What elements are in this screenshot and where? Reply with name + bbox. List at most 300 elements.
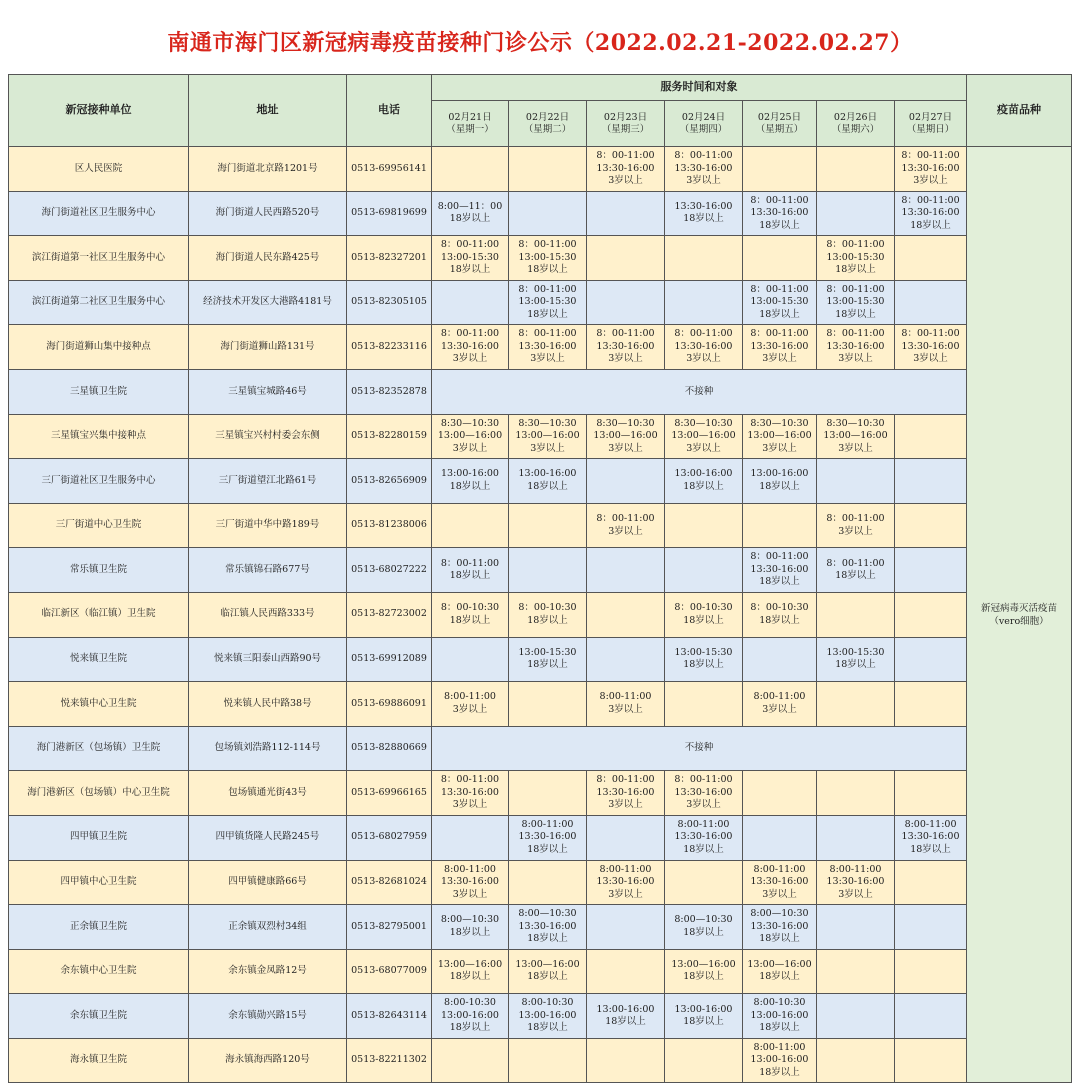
schedule-cell <box>509 459 587 504</box>
schedule-cell-text: 8：00-11:00 13:30-16:00 3岁以上 <box>674 328 733 365</box>
address-cell-text: 海门街道北京路1201号 <box>217 162 318 174</box>
address-cell-text: 海门街道狮山路131号 <box>220 340 315 352</box>
schedule-cell <box>587 592 665 637</box>
address-cell <box>189 459 347 504</box>
schedule-cell <box>509 548 587 593</box>
schedule-cell <box>587 325 665 370</box>
table-row <box>9 548 1072 593</box>
schedule-cell-text: 13:00-15:30 18岁以上 <box>518 646 577 671</box>
schedule-cell-text: 8:30—10:30 13:00—16:00 3岁以上 <box>823 417 888 454</box>
schedule-cell <box>509 815 587 860</box>
schedule-cell <box>665 637 743 682</box>
unit-cell-text: 正余镇卫生院 <box>69 920 127 932</box>
unit-cell <box>9 771 189 816</box>
schedule-cell-text: 8：00-11:00 13:30-16:00 3岁以上 <box>674 150 733 187</box>
weekday-label: （星期日） <box>906 123 955 135</box>
schedule-cell <box>587 815 665 860</box>
table-row <box>9 726 1072 771</box>
schedule-cell <box>895 503 967 548</box>
schedule-cell <box>587 191 665 236</box>
phone-cell <box>347 682 432 727</box>
unit-cell <box>9 369 189 414</box>
phone-cell-text: 0513-69819699 <box>351 207 427 219</box>
schedule-cell <box>817 414 895 459</box>
schedule-cell <box>817 949 895 994</box>
schedule-cell <box>587 147 665 192</box>
phone-cell-text: 0513-69966165 <box>351 786 427 798</box>
schedule-cell-text: 8:00—11：00 18岁以上 <box>437 200 503 225</box>
unit-cell <box>9 637 189 682</box>
table-row <box>9 280 1072 325</box>
weekday-label: （星期二） <box>523 123 572 135</box>
unit-cell-text: 悦来镇中心卫生院 <box>60 697 137 709</box>
phone-cell <box>347 236 432 281</box>
schedule-cell <box>665 147 743 192</box>
phone-cell <box>347 503 432 548</box>
unit-cell <box>9 815 189 860</box>
vaccine-type-cell-text: 新冠病毒灭活疫苗 （vero细胞） <box>981 602 1058 627</box>
schedule-cell-text: 8:00—10:30 18岁以上 <box>440 914 500 938</box>
schedule-cell <box>743 994 817 1039</box>
schedule-cell-text: 8：00-11:00 3岁以上 <box>826 513 885 537</box>
header-address: 地址 <box>189 75 347 147</box>
address-cell <box>189 682 347 727</box>
schedule-cell <box>743 503 817 548</box>
schedule-cell-text: 8:30—10:30 13:00—16:00 3岁以上 <box>747 417 812 454</box>
address-cell <box>189 860 347 905</box>
schedule-cell <box>587 860 665 905</box>
schedule-cell-text: 8：00-10:30 18岁以上 <box>440 602 500 626</box>
phone-cell <box>347 414 432 459</box>
table-row <box>9 994 1072 1039</box>
schedule-cell <box>817 1038 895 1083</box>
schedule-cell-text: 8：00-11:00 13:00-15:30 18岁以上 <box>826 283 885 320</box>
unit-cell-text: 常乐镇卫生院 <box>69 563 127 575</box>
schedule-cell <box>432 815 509 860</box>
schedule-cell <box>817 637 895 682</box>
schedule-cell-text: 8：00-11:00 13:30-16:00 3岁以上 <box>596 774 655 811</box>
address-cell-text: 三厂街道中华中路189号 <box>215 519 320 531</box>
table-row <box>9 325 1072 370</box>
schedule-cell <box>895 459 967 504</box>
schedule-cell <box>743 949 817 994</box>
schedule-cell <box>509 503 587 548</box>
schedule-cell <box>432 503 509 548</box>
schedule-cell <box>743 236 817 281</box>
schedule-cell <box>743 592 817 637</box>
schedule-cell <box>895 949 967 994</box>
schedule-cell <box>743 771 817 816</box>
schedule-cell <box>509 682 587 727</box>
schedule-cell <box>817 815 895 860</box>
schedule-cell <box>895 994 967 1039</box>
schedule-cell-text: 8:00-11:00 3岁以上 <box>753 691 806 715</box>
schedule-cell <box>509 637 587 682</box>
unit-cell <box>9 905 189 950</box>
table-row <box>9 459 1072 504</box>
schedule-cell <box>432 682 509 727</box>
schedule-cell-text: 8:30—10:30 13:00—16:00 3岁以上 <box>671 417 736 454</box>
schedule-cell <box>817 860 895 905</box>
unit-cell-text: 四甲镇卫生院 <box>69 831 127 843</box>
schedule-cell-text: 8：00-11:00 13:30-16:00 3岁以上 <box>440 328 500 365</box>
address-cell-text: 四甲镇健康路66号 <box>228 876 307 888</box>
address-cell-text: 三厂街道望江北路61号 <box>218 474 317 486</box>
schedule-cell-text: 8:00-11:00 13:30-16:00 3岁以上 <box>596 863 655 900</box>
address-cell-text: 余东镇金凤路12号 <box>228 965 307 977</box>
schedule-cell <box>587 503 665 548</box>
schedule-cell <box>817 994 895 1039</box>
address-cell <box>189 905 347 950</box>
weekday-label: （星期一） <box>446 123 494 135</box>
schedule-cell-text: 8：00-11:00 3岁以上 <box>596 513 655 537</box>
phone-cell <box>347 592 432 637</box>
schedule-cell <box>743 459 817 504</box>
schedule-cell-text: 13:00—16:00 18岁以上 <box>747 958 812 983</box>
address-cell <box>189 637 347 682</box>
unit-cell-text: 滨江街道第二社区卫生服务中心 <box>31 296 165 308</box>
schedule-cell <box>432 949 509 994</box>
phone-cell-text: 0513-82656909 <box>351 474 427 486</box>
unit-cell <box>9 236 189 281</box>
schedule-cell <box>743 147 817 192</box>
schedule-cell <box>817 147 895 192</box>
schedule-cell-text: 13:00-16:00 18岁以上 <box>750 468 809 492</box>
unit-cell-text: 临江新区（临江镇）卫生院 <box>41 608 156 620</box>
schedule-cell <box>587 949 665 994</box>
header-service-time: 服务时间和对象 <box>432 75 967 101</box>
address-cell <box>189 1038 347 1083</box>
schedule-cell-text: 8:00-11:00 13:00-16:00 18岁以上 <box>750 1041 809 1078</box>
phone-cell <box>347 1038 432 1083</box>
header-date-5 <box>743 101 817 147</box>
address-cell-text: 四甲镇货隆人民路245号 <box>215 831 320 843</box>
schedule-cell <box>817 503 895 548</box>
phone-cell-text: 0513-82327201 <box>351 251 427 263</box>
address-cell-text: 三星镇宝城路46号 <box>228 385 307 397</box>
schedule-cell <box>665 994 743 1039</box>
page-title: 南通市海门区新冠病毒疫苗接种门诊公示（2022.02.21-2022.02.27） <box>167 30 913 56</box>
schedule-cell <box>817 548 895 593</box>
schedule-cell <box>895 191 967 236</box>
schedule-cell <box>895 414 967 459</box>
schedule-cell <box>895 637 967 682</box>
table-row <box>9 637 1072 682</box>
address-cell-text: 正余镇双烈村34组 <box>228 920 307 932</box>
schedule-cell <box>587 905 665 950</box>
vaccine-type-cell <box>967 147 1072 1083</box>
table-row <box>9 503 1072 548</box>
schedule-cell <box>432 459 509 504</box>
weekday-label: （星期三） <box>601 123 650 135</box>
schedule-cell <box>895 280 967 325</box>
unit-cell <box>9 860 189 905</box>
phone-cell <box>347 325 432 370</box>
schedule-cell-text: 8：00-11:00 13:00-15:30 18岁以上 <box>826 239 885 276</box>
phone-cell <box>347 860 432 905</box>
schedule-cell <box>665 949 743 994</box>
schedule-cell <box>587 414 665 459</box>
schedule-cell-text: 8:00-11:00 13:30-16:00 18岁以上 <box>518 818 577 855</box>
vaccination-schedule-table <box>8 74 1072 1083</box>
schedule-cell-text: 8：00-11:00 13:30-16:00 3岁以上 <box>674 774 733 811</box>
schedule-cell <box>509 592 587 637</box>
schedule-cell <box>509 1038 587 1083</box>
table-row <box>9 1038 1072 1083</box>
schedule-cell <box>817 592 895 637</box>
schedule-cell <box>817 905 895 950</box>
phone-cell <box>347 815 432 860</box>
schedule-cell <box>509 325 587 370</box>
schedule-cell <box>509 860 587 905</box>
phone-cell-text: 0513-82211302 <box>351 1054 427 1066</box>
schedule-cell <box>432 191 509 236</box>
address-cell-text: 经济技术开发区大港路4181号 <box>203 296 332 308</box>
unit-cell-text: 余东镇中心卫生院 <box>60 965 137 977</box>
schedule-cell <box>817 459 895 504</box>
schedule-cell-text: 13:00—16:00 18岁以上 <box>515 958 580 983</box>
schedule-cell <box>432 414 509 459</box>
schedule-cell <box>743 191 817 236</box>
schedule-cell-text: 13:00—16:00 18岁以上 <box>671 958 736 983</box>
schedule-cell <box>817 280 895 325</box>
address-cell <box>189 503 347 548</box>
phone-cell-text: 0513-82643114 <box>351 1009 427 1021</box>
schedule-cell-text: 8：00-11:00 13:30-16:00 3岁以上 <box>596 328 655 365</box>
unit-cell-text: 海门港新区（包场镇）中心卫生院 <box>27 786 170 798</box>
schedule-cell <box>743 325 817 370</box>
unit-cell <box>9 994 189 1039</box>
schedule-cell-text: 8：00-11:00 13:00-15:30 18岁以上 <box>750 283 809 320</box>
schedule-cell-text: 8：00-11:00 13:30-16:00 3岁以上 <box>901 328 960 365</box>
table-row <box>9 860 1072 905</box>
schedule-cell <box>587 682 665 727</box>
date-label: 02月25日 <box>757 111 802 123</box>
schedule-cell <box>587 1038 665 1083</box>
schedule-cell-text: 8:00-10:30 13:00-16:00 18岁以上 <box>441 997 499 1034</box>
unit-cell-text: 三星镇宝兴集中接种点 <box>50 430 146 442</box>
unit-cell-text: 三厂街道社区卫生服务中心 <box>41 474 156 486</box>
date-label: 02月24日 <box>681 111 726 123</box>
schedule-cell <box>509 994 587 1039</box>
no-vaccination-cell <box>432 726 967 771</box>
schedule-cell-text: 13:00-16:00 18岁以上 <box>674 1003 733 1028</box>
address-cell <box>189 994 347 1039</box>
phone-cell-text: 0513-82305105 <box>351 296 427 308</box>
schedule-cell <box>665 905 743 950</box>
phone-cell-text: 0513-82795001 <box>351 920 427 932</box>
schedule-cell <box>895 325 967 370</box>
schedule-cell <box>817 325 895 370</box>
unit-cell <box>9 1038 189 1083</box>
schedule-cell-text: 8:30—10:30 13:00—16:00 3岁以上 <box>593 417 658 454</box>
schedule-cell <box>895 815 967 860</box>
schedule-cell <box>895 548 967 593</box>
schedule-cell <box>587 994 665 1039</box>
schedule-cell-text: 8：00-11:00 13:30-16:00 3岁以上 <box>826 328 885 365</box>
schedule-cell-text: 8：00-11:00 13:30-16:00 3岁以上 <box>596 150 655 187</box>
schedule-cell <box>432 860 509 905</box>
schedule-cell <box>432 325 509 370</box>
unit-cell-text: 余东镇卫生院 <box>69 1009 127 1021</box>
address-cell-text: 悦来镇人民中路38号 <box>223 697 312 709</box>
schedule-cell-text: 8：00-11:00 13:00-15:30 18岁以上 <box>440 239 500 276</box>
header-date-7 <box>895 101 967 147</box>
schedule-cell <box>432 771 509 816</box>
phone-cell <box>347 726 432 771</box>
schedule-cell <box>743 682 817 727</box>
schedule-cell <box>743 905 817 950</box>
schedule-cell-text: 8：00-11:00 18岁以上 <box>826 557 885 582</box>
phone-cell <box>347 949 432 994</box>
table-row <box>9 592 1072 637</box>
schedule-cell <box>432 548 509 593</box>
schedule-cell-text: 8:00—10:30 13:30-16:00 18岁以上 <box>750 908 809 945</box>
schedule-cell-text: 8：00-11:00 18岁以上 <box>440 557 500 582</box>
address-cell-text: 包场镇刘浩路112-114号 <box>214 742 321 754</box>
schedule-cell <box>509 236 587 281</box>
schedule-cell-text: 8:00-11:00 13:30-16:00 3岁以上 <box>750 863 809 900</box>
schedule-cell <box>509 949 587 994</box>
unit-cell-text: 区人民医院 <box>74 162 123 174</box>
schedule-cell <box>665 682 743 727</box>
unit-cell <box>9 503 189 548</box>
schedule-cell <box>895 592 967 637</box>
phone-cell <box>347 147 432 192</box>
no-vaccination-cell <box>432 369 967 414</box>
unit-cell-text: 四甲镇中心卫生院 <box>60 876 137 888</box>
schedule-cell-text: 8:00-11:00 13:30-16:00 3岁以上 <box>826 863 885 900</box>
schedule-cell <box>432 994 509 1039</box>
no-vaccination-cell-text: 不接种 <box>684 742 714 754</box>
schedule-cell-text: 8:00-10:30 13:00-16:00 18岁以上 <box>750 997 809 1034</box>
schedule-cell-text: 8：00-11:00 13:30-16:00 3岁以上 <box>901 150 960 187</box>
schedule-cell <box>432 592 509 637</box>
address-cell <box>189 592 347 637</box>
schedule-cell-text: 8：00-11:00 13:00-15:30 18岁以上 <box>518 239 577 276</box>
unit-cell-text: 海门街道狮山集中接种点 <box>46 340 151 352</box>
schedule-cell <box>817 682 895 727</box>
schedule-cell-text: 13:00-15:30 18岁以上 <box>826 646 885 671</box>
weekday-label: （星期六） <box>831 123 880 135</box>
schedule-cell <box>665 414 743 459</box>
schedule-cell <box>665 771 743 816</box>
schedule-cell <box>895 771 967 816</box>
schedule-cell-text: 8：00-10:30 18岁以上 <box>674 602 733 626</box>
phone-cell <box>347 369 432 414</box>
address-cell <box>189 949 347 994</box>
schedule-cell-text: 8:00-11:00 3岁以上 <box>599 691 652 715</box>
schedule-cell <box>509 191 587 236</box>
date-label: 02月26日 <box>833 111 878 123</box>
phone-cell-text: 0513-82681024 <box>351 876 427 888</box>
address-cell-text: 包场镇通光街43号 <box>228 786 307 798</box>
table-row <box>9 815 1072 860</box>
unit-cell <box>9 280 189 325</box>
schedule-cell <box>509 414 587 459</box>
schedule-cell <box>587 459 665 504</box>
schedule-cell-text: 8：00-11:00 13:30-16:00 3岁以上 <box>518 328 577 365</box>
schedule-cell <box>432 905 509 950</box>
header-date-2 <box>509 101 587 147</box>
schedule-cell-text: 8:00-11:00 13:30-16:00 18岁以上 <box>674 818 733 855</box>
unit-cell-text: 悦来镇卫生院 <box>69 653 127 665</box>
schedule-cell-text: 8：00-10:30 18岁以上 <box>518 602 577 626</box>
phone-cell <box>347 191 432 236</box>
phone-cell-text: 0513-68027959 <box>351 831 427 843</box>
table-row <box>9 147 1072 192</box>
schedule-cell <box>665 592 743 637</box>
table-row <box>9 949 1072 994</box>
unit-cell-text: 滨江街道第一社区卫生服务中心 <box>31 251 165 263</box>
address-cell <box>189 280 347 325</box>
header-date-3 <box>587 101 665 147</box>
schedule-cell <box>665 191 743 236</box>
schedule-cell-text: 13:00-16:00 18岁以上 <box>518 468 577 492</box>
schedule-cell <box>817 771 895 816</box>
schedule-cell <box>587 637 665 682</box>
schedule-cell-text: 8:00—10:30 13:30-16:00 18岁以上 <box>518 908 577 945</box>
schedule-cell-text: 8：00-11:00 13:30-16:00 3岁以上 <box>440 774 500 811</box>
no-vaccination-cell-text: 不接种 <box>684 385 714 397</box>
address-cell <box>189 548 347 593</box>
address-cell-text: 海永镇海西路120号 <box>225 1054 310 1066</box>
phone-cell <box>347 548 432 593</box>
schedule-cell <box>895 860 967 905</box>
schedule-cell-text: 8：00-10:30 18岁以上 <box>750 602 809 626</box>
schedule-cell-text: 8：00-11:00 13:00-15:30 18岁以上 <box>518 283 577 320</box>
schedule-cell <box>895 682 967 727</box>
schedule-cell <box>665 325 743 370</box>
date-label: 02月22日 <box>525 111 570 123</box>
header-date-4 <box>665 101 743 147</box>
address-cell-text: 海门街道人民西路520号 <box>215 207 320 219</box>
table-row <box>9 191 1072 236</box>
unit-cell <box>9 726 189 771</box>
schedule-cell <box>432 236 509 281</box>
schedule-cell-text: 8:00-11:00 3岁以上 <box>444 691 496 715</box>
phone-cell-text: 0513-81238006 <box>351 519 427 531</box>
phone-cell-text: 0513-82233116 <box>351 340 427 352</box>
phone-cell <box>347 637 432 682</box>
table-row <box>9 905 1072 950</box>
schedule-cell-text: 13:00—16:00 18岁以上 <box>437 958 503 983</box>
schedule-cell <box>665 236 743 281</box>
phone-cell-text: 0513-82280159 <box>351 430 427 442</box>
unit-cell <box>9 147 189 192</box>
phone-cell <box>347 771 432 816</box>
schedule-cell-text: 8:00-11:00 13:30-16:00 18岁以上 <box>901 818 960 855</box>
schedule-cell <box>665 860 743 905</box>
address-cell <box>189 147 347 192</box>
schedule-cell <box>817 191 895 236</box>
phone-cell-text: 0513-82723002 <box>351 608 427 620</box>
schedule-cell-text: 8：00-11:00 13:30-16:00 18岁以上 <box>750 551 809 588</box>
schedule-cell <box>895 1038 967 1083</box>
schedule-cell <box>587 236 665 281</box>
schedule-cell <box>743 414 817 459</box>
header-date-6 <box>817 101 895 147</box>
address-cell <box>189 726 347 771</box>
unit-cell <box>9 191 189 236</box>
phone-cell <box>347 994 432 1039</box>
weekday-label: （星期五） <box>755 123 804 135</box>
unit-cell-text: 海门港新区（包场镇）卫生院 <box>36 742 161 754</box>
address-cell-text: 余东镇勋兴路15号 <box>228 1009 307 1021</box>
phone-cell <box>347 905 432 950</box>
schedule-cell <box>509 280 587 325</box>
table-row <box>9 369 1072 414</box>
